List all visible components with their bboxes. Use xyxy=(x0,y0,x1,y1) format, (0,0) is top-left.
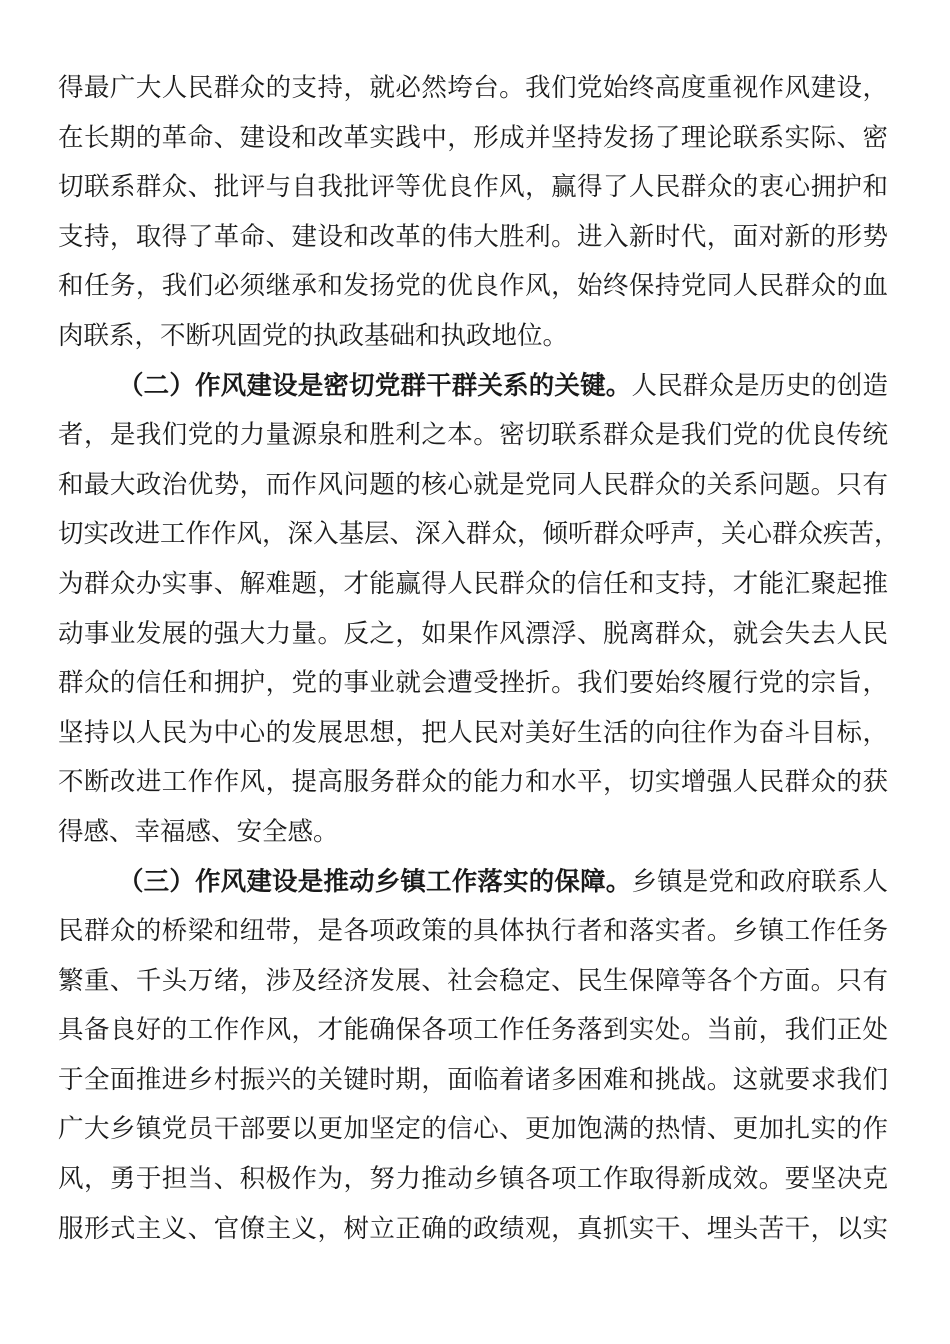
paragraph-line: 服形式主义、官僚主义，树立正确的政绩观，真抓实干、埋头苦干，以实 xyxy=(58,1213,888,1244)
document-body xyxy=(58,64,900,1254)
paragraph-line: 为群众办实事、解难题，才能赢得人民群众的信任和支持，才能汇聚起推 xyxy=(58,568,888,599)
section-heading: （三）作风建设是推动乡镇工作落实的保障。 xyxy=(118,866,632,897)
paragraph-line: 不断改进工作作风，提高服务群众的能力和水平，切实增强人民群众的获 xyxy=(58,767,888,798)
paragraph-first-line xyxy=(58,362,888,412)
paragraph-line: 肉联系，不断巩固党的执政基础和执政地位。 xyxy=(58,320,569,351)
paragraph-line: 得最广大人民群众的支持，就必然垮台。我们党始终高度重视作风建设， xyxy=(58,73,888,103)
paragraph-text: 乡镇是党和政府联系人 xyxy=(631,866,888,897)
paragraph-line: 者，是我们党的力量源泉和胜利之本。密切联系群众是我们党的优良传统 xyxy=(58,420,888,451)
paragraph-1 xyxy=(58,64,888,362)
paragraph-line: 在长期的革命、建设和改革实践中，形成并坚持发扬了理论联系实际、密 xyxy=(58,122,888,153)
paragraph-line: 动事业发展的强大力量。反之，如果作风漂浮、脱离群众，就会失去人民 xyxy=(58,618,888,649)
paragraph-line: 繁重、千头万绪，涉及经济发展、社会稳定、民生保障等各个方面。只有 xyxy=(58,965,888,996)
paragraph-line: 广大乡镇党员干部要以更加坚定的信心、更加饱满的热情、更加扎实的作 xyxy=(58,1114,888,1145)
paragraph-line: 于全面推进乡村振兴的关键时期，面临着诸多困难和挑战。这就要求我们 xyxy=(58,1064,888,1095)
paragraph-line: 切联系群众、批评与自我批评等优良作风，赢得了人民群众的衷心拥护和 xyxy=(58,172,888,203)
paragraph-2 xyxy=(58,362,900,858)
paragraph-line: 民群众的桥梁和纽带，是各项政策的具体执行者和落实者。乡镇工作任务 xyxy=(58,916,888,947)
paragraph-line: 和最大政治优势，而作风问题的核心就是党同人民群众的关系问题。只有 xyxy=(58,469,888,500)
paragraph-line: 支持，取得了革命、建设和改革的伟大胜利。进入新时代，面对新的形势 xyxy=(58,221,888,252)
paragraph-first-line xyxy=(58,858,888,908)
paragraph-text: 人民群众是历史的创造 xyxy=(631,370,888,401)
paragraph-line: 和任务，我们必须继承和发扬党的优良作风，始终保持党同人民群众的血 xyxy=(58,271,888,302)
paragraph-3 xyxy=(58,858,888,1255)
paragraph-line: 切实改进工作作风，深入基层、深入群众，倾听群众呼声，关心群众疾苦， xyxy=(58,519,900,550)
section-heading: （二）作风建设是密切党群干群关系的关键。 xyxy=(118,370,632,401)
paragraph-line: 风，勇于担当、积极作为，努力推动乡镇各项工作取得新成效。要坚决克 xyxy=(58,1164,888,1195)
paragraph-line: 得感、幸福感、安全感。 xyxy=(58,816,339,847)
paragraph-line: 具备良好的工作作风，才能确保各项工作任务落到实处。当前，我们正处 xyxy=(58,1015,888,1046)
paragraph-line: 群众的信任和拥护，党的事业就会遭受挫折。我们要始终履行党的宗旨， xyxy=(58,668,888,699)
paragraph-line: 坚持以人民为中心的发展思想，把人民对美好生活的向往作为奋斗目标， xyxy=(58,717,888,748)
